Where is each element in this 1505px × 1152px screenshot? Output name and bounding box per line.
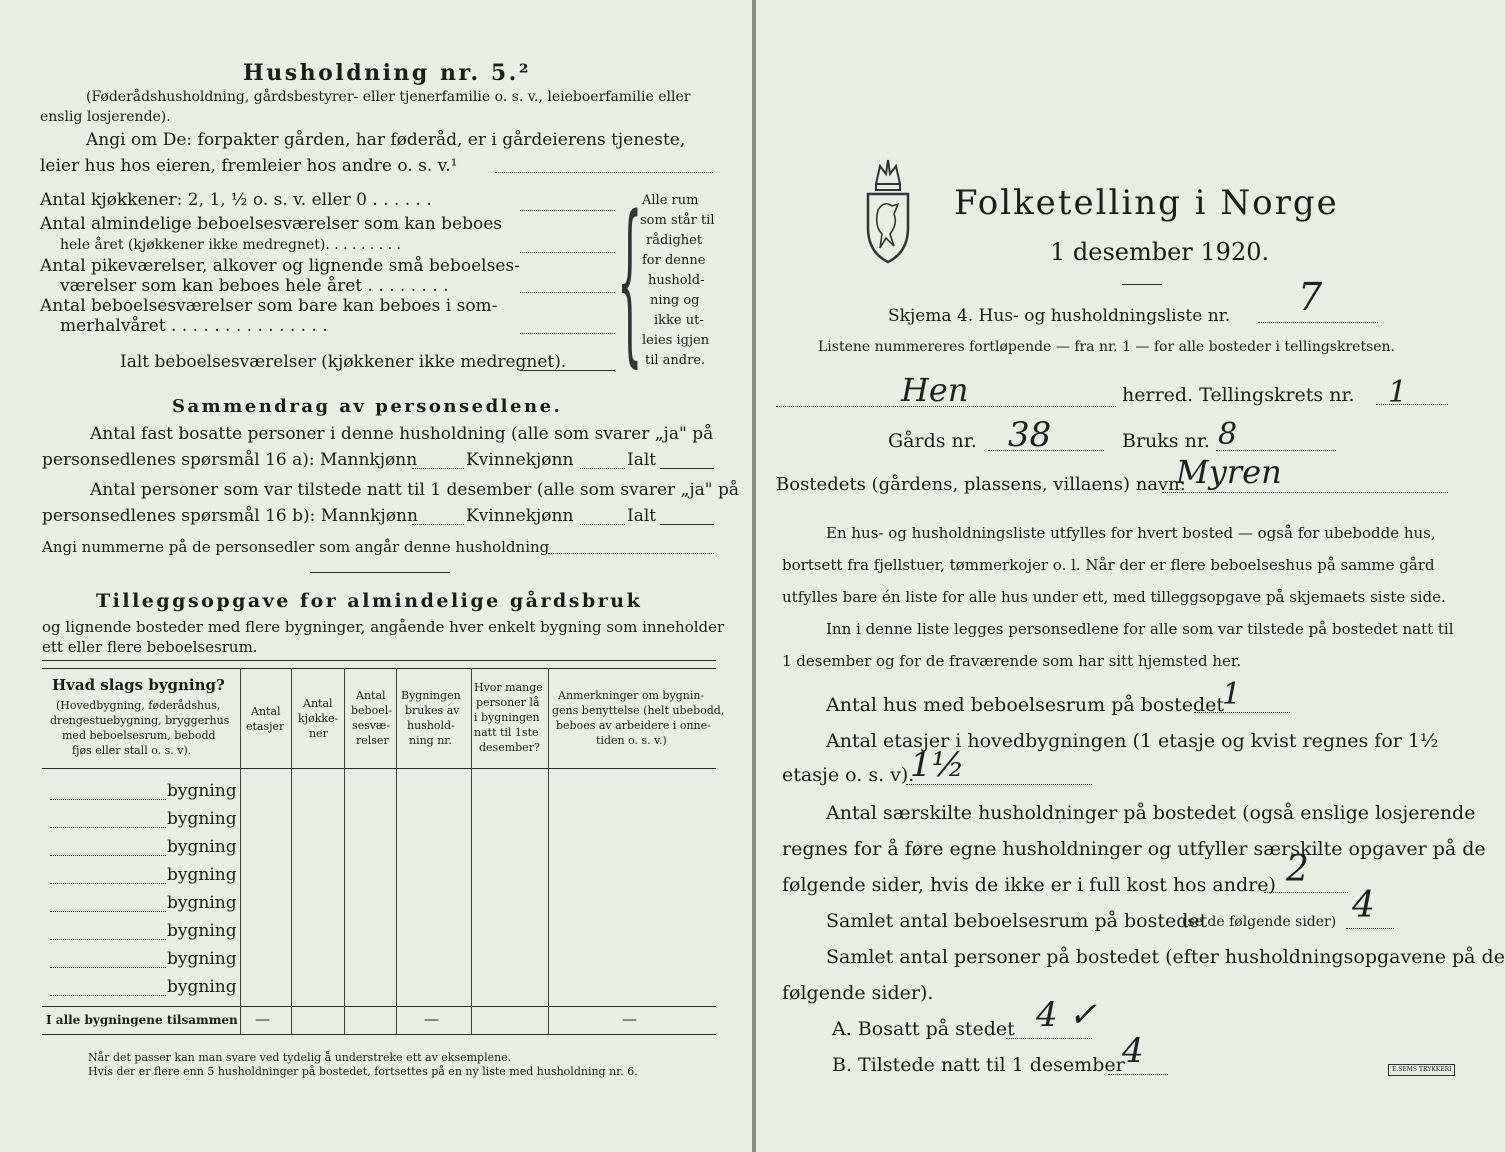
rooms-maids-1: Antal pikeværelser, alkover og lignende små beboelses- (40, 256, 520, 276)
summary-women-label-1: Kvinnekjønn (466, 450, 574, 470)
footnote-2: Hvis der er flere enn 5 husholdninger på bostedet, fortsettes på en ny liste med husholdning nr. 6. (88, 1065, 638, 1078)
q-rum-note: (se de følgende sider) (1182, 914, 1337, 930)
para-2-line-2: 1 desember og for de fraværende som har sitt hjemsted her. (782, 652, 1242, 670)
q-a-answer-line (1006, 1038, 1092, 1039)
row-fill-line (50, 939, 166, 940)
summary-total-resident-answer (660, 468, 714, 469)
gards-value: 38 (1008, 415, 1052, 455)
table-col-4 (396, 668, 397, 1034)
para-2-line-1: Inn i denne liste legges personsedlene for alle som var tilstede på bostedet natt til (826, 620, 1454, 638)
table-col-1 (240, 668, 241, 1034)
col4-head-2: brukes av (405, 704, 460, 717)
rooms-summer-1: Antal beboelsesværelser som bare kan beboes i som- (40, 296, 498, 316)
q-b-value: 4 (1122, 1031, 1144, 1071)
household-intro-2: enslig losjerende). (40, 109, 171, 125)
krets-value: 1 (1388, 375, 1408, 410)
q-rum-answer-line (1346, 928, 1394, 929)
household-title: Husholdning nr. 5.² (243, 60, 531, 86)
table-col-5 (471, 668, 472, 1034)
table-top-rule (42, 660, 716, 661)
table-bottom-rule (42, 1034, 716, 1035)
summary-women-present-answer (580, 524, 625, 525)
row-label: bygning (167, 977, 237, 997)
herred-value: Hen (901, 371, 969, 409)
rooms-total-label: Ialt beboelsesværelser (kjøkkener ikke medregnet). (120, 352, 567, 372)
rooms-summer-answer (520, 333, 615, 334)
summary-line-1a: Antal fast bosatte personer i denne husholdning (alle som svarer „ja" på (90, 424, 714, 444)
q-pers-line-1: Samlet antal personer på bostedet (efter husholdningsopgavene på de (826, 946, 1505, 968)
census-date: 1 desember 1920. (1050, 238, 1270, 266)
bruks-value: 8 (1218, 417, 1238, 452)
col0-sub-4: fjøs eller stall o. s. v). (72, 744, 192, 757)
q-hus-value: 1 (1222, 677, 1242, 712)
coat-of-arms-icon (864, 154, 912, 266)
col5-head-2: personer lå (476, 696, 540, 709)
row-fill-line (50, 799, 166, 800)
rooms-kitchens-answer (520, 210, 615, 211)
title-divider (1122, 284, 1162, 285)
bruks-label: Bruks nr. (1122, 430, 1210, 452)
numbers-line: Angi nummerne på de personsedler som angår denne husholdning (42, 538, 550, 556)
right-page (756, 0, 1505, 1152)
summary-title: Sammendrag av personsedlene. (172, 396, 563, 417)
main-title: Folketelling i Norge (954, 183, 1339, 223)
q-a-label: A. Bosatt på stedet (832, 1018, 1015, 1040)
row-label: bygning (167, 781, 237, 801)
rooms-maids-2: værelser som kan beboes hele året . . . . . . . . (60, 276, 449, 296)
row-label: bygning (167, 893, 237, 913)
row-label: bygning (167, 837, 237, 857)
summary-total-label-1: Ialt (627, 450, 657, 470)
summary-line-2a: Antal personer som var tilstede natt til 1 desember (alle som svarer „ja" på (90, 480, 740, 500)
extra-line-1: og lignende bosteder med flere bygninger, angående hver enkelt bygning som inneholder (42, 618, 725, 636)
row-fill-line (50, 855, 166, 856)
table-col-2 (291, 668, 292, 1034)
row-label: bygning (167, 865, 237, 885)
table-col-3 (344, 668, 345, 1034)
table-header-top (42, 668, 716, 669)
ask-line-1: Angi om De: forpakter gården, har føderåd, er i gårdeierens tjeneste, (86, 130, 686, 150)
q-hush-line-3: følgende sider, hvis de ikke er i full kost hos andre) (782, 874, 1276, 896)
q-a-value: 4 ✓ (1036, 995, 1097, 1035)
q-etasjer-line-1: Antal etasjer i hovedbygningen (1 etasje og kvist regnes for 1½ (826, 730, 1439, 752)
col2-head-2: kjøkke- (298, 712, 339, 725)
row-fill-line (50, 883, 166, 884)
col0-title: Hvad slags bygning? (52, 676, 225, 694)
para-1-line-2: bortsett fra fjellstuer, tømmerkojer o. l. Når der er flere beboelseshus på samme gård (782, 556, 1435, 574)
summary-total-present-answer (660, 524, 714, 525)
para-1-line-1: En hus- og husholdningsliste utfylles for hvert bosted — også for ubebodde hus, (826, 524, 1436, 542)
col4-head-3: hushold- (407, 719, 455, 732)
gards-label: Gårds nr. (888, 430, 977, 452)
ask-answer-line (495, 172, 713, 173)
col5-head-3: i bygningen (474, 711, 540, 724)
total-dash-household: — (424, 1010, 439, 1028)
row-label: bygning (167, 949, 237, 969)
q-hush-value: 2 (1286, 849, 1309, 890)
row-label: bygning (167, 809, 237, 829)
summary-women-label-2: Kvinnekjønn (466, 506, 574, 526)
col2-head-3: ner (309, 727, 328, 740)
col0-sub-1: (Hovedbygning, føderådshus, (56, 699, 221, 712)
q-hush-line-2: regnes for å føre egne husholdninger og utfyller særskilte opgaver på de (782, 838, 1486, 860)
table-col-6 (548, 668, 549, 1034)
table-total-top (42, 1006, 716, 1007)
krets-answer-line (1376, 404, 1448, 405)
q-etasjer-value: 1½ (910, 745, 965, 785)
col3-head-4: relser (356, 734, 389, 747)
col5-head-5: desember? (479, 741, 540, 754)
summary-men-resident-answer (412, 468, 464, 469)
summary-line-2b: personsedlenes spørsmål 16 b): Mannkjønn (42, 506, 418, 526)
row-label: bygning (167, 921, 237, 941)
q-etasjer-line-2: etasje o. s. v). (782, 764, 915, 786)
schema-label: Skjema 4. Hus- og husholdningsliste nr. (888, 306, 1231, 326)
row-fill-line (50, 967, 166, 968)
total-label: I alle bygningene tilsammen (46, 1013, 238, 1027)
col5-head-1: Hvor mange (474, 681, 543, 694)
col0-sub-2: drengestuebygning, bryggerhus (50, 714, 230, 727)
rooms-kitchens: Antal kjøkkener: 2, 1, ½ o. s. v. eller 0 . . . . . . (40, 190, 432, 210)
q-rum-label: Samlet antal beboelsesrum på bostedet (826, 910, 1208, 932)
row-fill-line (50, 827, 166, 828)
rooms-ordinary-1: Antal almindelige beboelsesværelser som kan beboes (40, 214, 502, 234)
total-dash-remarks: — (622, 1010, 637, 1028)
table-header-bottom (42, 768, 716, 769)
rooms-total-answer (520, 370, 615, 371)
q-pers-line-2: følgende sider). (782, 982, 934, 1004)
col0-sub-3: med beboelsesrum, bebodd (62, 729, 216, 742)
q-rum-value: 4 (1352, 885, 1375, 926)
bosted-answer-line (1162, 492, 1448, 493)
rooms-ordinary-2: hele året (kjøkkener ikke medregnet). . . . . . . . . (60, 237, 402, 253)
q-hush-line-1: Antal særskilte husholdninger på bostedet (også enslige losjerende (826, 802, 1476, 824)
summary-men-present-answer (412, 524, 464, 525)
col6-head-2: gens benyttelse (helt ubebodd, (552, 704, 725, 717)
q-hus-answer-line (1194, 712, 1290, 713)
household-intro-1: (Føderådshusholdning, gårdsbestyrer- eller tjenerfamilie o. s. v., leieboerfamilie eller (86, 89, 691, 105)
numbering-note: Listene nummereres fortløpende — fra nr. 1 — for alle bosteder i tellingskretsen. (818, 339, 1396, 355)
row-fill-line (50, 911, 166, 912)
schema-answer-line (1258, 322, 1378, 323)
summary-total-label-2: Ialt (627, 506, 657, 526)
col6-head-3: beboes av arbeidere i onne- (556, 719, 711, 732)
ask-line-2: leier hus hos eieren, fremleier hos andre o. s. v.¹ (40, 156, 458, 176)
bosted-value: Myren (1176, 453, 1282, 491)
extra-title: Tilleggsopgave for almindelige gårdsbruk (96, 590, 643, 612)
col3-head-3: sesvæ- (352, 719, 391, 732)
col6-head-1: Anmerkninger om bygnin- (558, 689, 705, 702)
rooms-summer-2: merhalvåret . . . . . . . . . . . . . . . (60, 316, 328, 336)
left-page: Husholdning nr. 5.² (Føderådshusholdning, gårdsbestyrer- eller tjenerfamilie o. s. v., leieboerfamilie eller enslig losjerende). Angi om De: forpakter gården, har føderåd, er i gårdeierens tjeneste, leier hus hos eieren, fremleier hos andre o. s. v.¹ Antal kjøkkener: 2, 1, ½ o. s. v. eller 0 . . . . . . Antal almindelige beboelsesværelser som kan beboes hele året (kjøkkener ikke medregnet). . . . . . . . . Antal pikeværelser, alkover og lignende små beboelses- værelser som kan beboes hele året . . . . . . . . Antal beboelsesværelser som bare kan beboes i som- merhalvåret . . . . . . . . . . . . . . . Ialt beboelsesværelser (kjøkkener ikke medregnet). { Alle rum som står til rådighet for denne hushold- ning og ikke ut- leies igjen til andre. Sammendrag av personsedlene. Antal fast bosatte personer i denne husholdning (alle som svarer „ja" på personsedlenes spørsmål 16 a): Mannkjønn Kvinnekjønn Ialt Antal personer som var tilstede natt til 1 desember (alle som svarer „ja" på personsedlenes spørsmål 16 b): Mannkjønn Kvinnekjønn Ialt Angi nummerne på de personsedler som angår denne husholdning Tilleggsopgave for almindelige gårdsbruk og lignende bosteder med flere bygninger, angående hver enkelt bygning som inneholder ett eller flere beboelsesrum. Hvad slags bygning? (Hovedbygning, føderådshus, drengestuebygning, bryggerhus med beboelsesrum, bebodd fjøs eller stall o. s. v). Antal etasjer Antal kjøkke- ner Antal beboel- sesvæ- relser Bygningen brukes av hushold- ning nr. Hvor mange personer lå i bygningen natt til 1ste desember? Anmerkninger om bygnin- gens benyttelse (helt ubebodd, beboes av arbeidere i onne- tiden o. s. v.) bygning bygning bygning bygning bygning bygning bygning bygning I alle bygningene tilsammen — — — Når det passer kan man svare ved tydelig å understreke ett av eksemplene. Hvis der er flere enn 5 husholdninger på bostedet, fortsettes på en ny liste med husholdning nr. 6. (0, 0, 752, 1152)
col3-head-1: Antal (356, 689, 386, 702)
col6-head-4: tiden o. s. v.) (596, 734, 667, 747)
herred-label: herred. Tellingskrets nr. (1122, 384, 1355, 406)
bosted-label: Bostedets (gårdens, plassens, villaens) navn: (776, 474, 1186, 495)
col4-head-1: Bygningen (401, 689, 461, 702)
para-1-line-3: utfylles bare én liste for alle hus under ett, med tilleggsopgave på skjemaets siste side. (782, 588, 1446, 606)
numbers-answer-line (548, 553, 714, 554)
section-divider (310, 572, 450, 573)
rooms-ordinary-answer (520, 252, 615, 253)
printer-stamp: E.SEMS TRYKKERI (1388, 1064, 1455, 1076)
q-hus-label: Antal hus med beboelsesrum på bostedet (826, 694, 1225, 716)
row-fill-line (50, 995, 166, 996)
q-b-answer-line (1108, 1074, 1168, 1075)
brace-icon: { (617, 182, 643, 386)
q-hush-answer-line (1264, 892, 1348, 893)
col5-head-4: natt til 1ste (474, 726, 539, 739)
summary-line-1b: personsedlenes spørsmål 16 a): Mannkjønn (42, 450, 418, 470)
col2-head-1: Antal (303, 697, 333, 710)
col3-head-2: beboel- (351, 704, 392, 717)
rooms-maids-answer (520, 292, 615, 293)
extra-line-2: ett eller flere beboelsesrum. (42, 638, 258, 656)
col1-head-2: etasjer (246, 720, 285, 733)
footnote-1: Når det passer kan man svare ved tydelig å understreke ett av eksemplene. (88, 1051, 512, 1064)
total-dash-etasjer: — (255, 1010, 270, 1028)
col1-head-1: Antal (251, 705, 281, 718)
schema-value: 7 (1298, 275, 1323, 319)
col4-head-4: ning nr. (409, 734, 452, 747)
summary-women-resident-answer (580, 468, 625, 469)
q-b-label: B. Tilstede natt til 1 desember (832, 1054, 1125, 1076)
